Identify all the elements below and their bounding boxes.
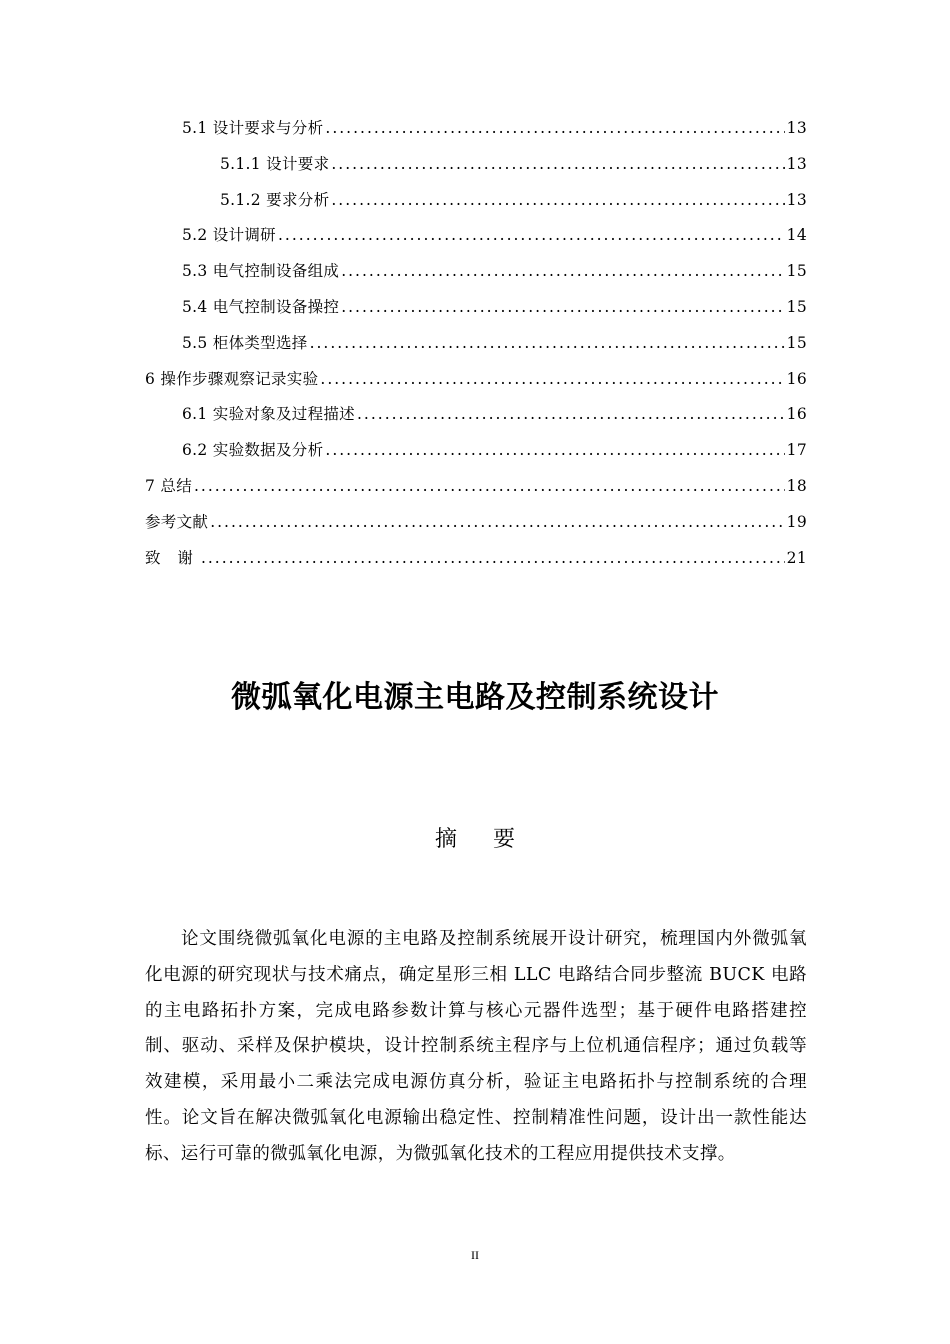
toc-entry-page: 13 xyxy=(786,119,807,137)
toc-entry-page: 16 xyxy=(786,405,807,424)
toc-entry-label: 5.5 柜体类型选择 xyxy=(182,333,308,352)
toc-entry-label: 5.4 电气控制设备操控 xyxy=(182,297,340,316)
toc-entry[interactable] xyxy=(145,152,807,188)
toc-leader-dots xyxy=(325,119,784,137)
page-number: II xyxy=(471,1248,479,1262)
toc-entry-page: 21 xyxy=(786,548,807,567)
toc-entry[interactable] xyxy=(145,474,807,510)
toc-entry-page: 17 xyxy=(786,441,807,460)
toc-leader-dots xyxy=(325,441,784,459)
toc-entry-label: 5.1 设计要求与分析 xyxy=(182,119,324,137)
toc-entry-page: 15 xyxy=(786,333,807,352)
toc-entry[interactable] xyxy=(145,402,807,438)
toc-entry[interactable] xyxy=(145,295,807,331)
toc-entry[interactable] xyxy=(145,116,807,152)
toc-entry[interactable] xyxy=(145,510,807,546)
abstract-body: 论文围绕微弧氧化电源的主电路及控制系统展开设计研究，梳理国内外微弧氧化电源的研究现状与技术痛点，确定星形三相 LLC 电路结合同步整流 BUCK 电路的主电路拓扑方案，完成电路参数计算与核心元器件选型；基于硬件电路搭建控制、驱动、采样及保护模块，设计控制系统主程序与上位机通信程序；通过负载等效建模，采用最小二乘法完成电源仿真分析，验证主电路拓扑与控制系统的合理性。论文旨在解决微弧氧化电源输出稳定性、控制精准性问题，设计出一款性能达标、运行可靠的微弧氧化电源，为微弧氧化技术的工程应用提供技术支撑。 xyxy=(145,929,807,1164)
toc-entry-page: 15 xyxy=(786,262,807,281)
toc-entry[interactable] xyxy=(145,331,807,367)
toc-entry-page: 13 xyxy=(786,154,807,173)
toc-leader-dots xyxy=(210,513,784,531)
toc-entry[interactable] xyxy=(145,259,807,295)
toc-leader-dots xyxy=(357,405,785,423)
toc-entry-label: 6.2 实验数据及分析 xyxy=(182,441,324,460)
toc-entry-label: 5.3 电气控制设备组成 xyxy=(182,262,340,281)
toc-entry-page: 14 xyxy=(786,226,807,245)
toc-leader-dots xyxy=(310,334,785,352)
toc-entry[interactable] xyxy=(145,367,807,403)
toc-entry[interactable] xyxy=(145,223,807,259)
toc-entry-page: 19 xyxy=(786,512,807,531)
toc-leader-dots xyxy=(341,298,784,316)
table-of-contents xyxy=(145,116,807,581)
abstract-heading: 摘要 xyxy=(434,827,551,852)
toc-leader-dots xyxy=(278,226,785,244)
toc-entry-label: 6.1 实验对象及过程描述 xyxy=(182,405,355,424)
toc-entry-label: 5.1.1 设计要求 xyxy=(220,154,330,173)
toc-entry[interactable] xyxy=(145,546,807,582)
toc-leader-dots xyxy=(194,477,785,495)
toc-entry-label: 6 操作步骤观察记录实验 xyxy=(145,369,319,388)
toc-entry-label: 5.2 设计调研 xyxy=(182,226,276,245)
document-title: 微弧氧化电源主电路及控制系统设计 xyxy=(231,680,719,715)
toc-entry-label: 5.1.2 要求分析 xyxy=(220,190,330,209)
toc-leader-dots xyxy=(320,370,784,388)
toc-entry-page: 18 xyxy=(786,476,807,495)
toc-leader-dots xyxy=(341,262,784,280)
toc-entry-label: 致 谢 xyxy=(145,548,199,567)
toc-entry-label: 参考文献 xyxy=(145,512,209,531)
toc-leader-dots xyxy=(331,155,784,173)
toc-entry-label: 7 总结 xyxy=(145,476,192,495)
toc-entry[interactable] xyxy=(145,188,807,224)
toc-leader-dots xyxy=(201,549,785,567)
toc-entry-page: 15 xyxy=(786,297,807,316)
toc-leader-dots xyxy=(331,191,784,209)
toc-entry-page: 13 xyxy=(786,190,807,209)
toc-entry-page: 16 xyxy=(786,369,807,388)
toc-entry[interactable] xyxy=(145,438,807,474)
